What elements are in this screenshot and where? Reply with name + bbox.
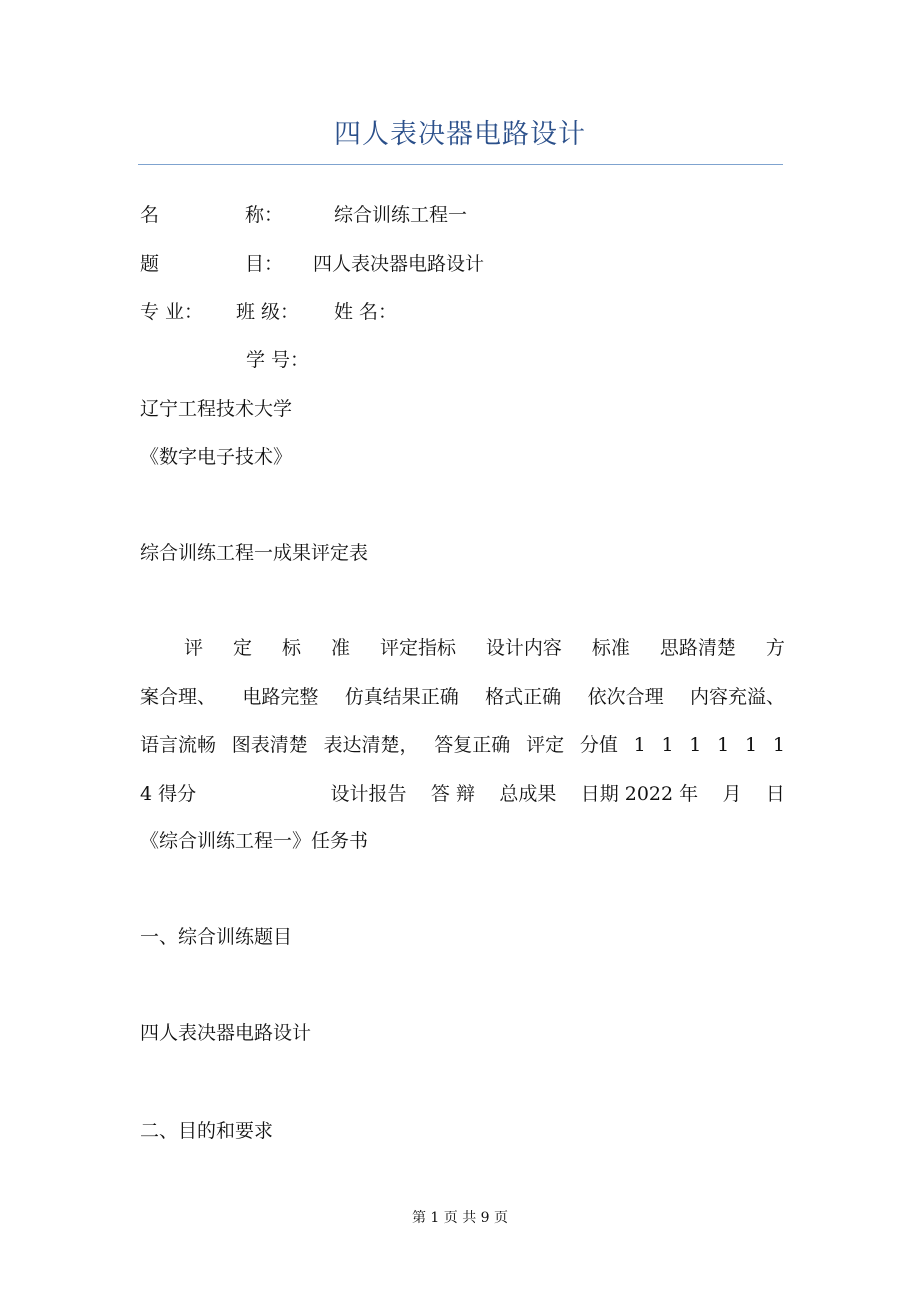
eval-text: 1: [772, 734, 785, 756]
task-book-title: 《综合训练工程一》任务书: [140, 830, 369, 852]
eval-row-2: [140, 685, 785, 709]
class-label: 班 级：: [236, 301, 300, 323]
course-name: 《数字电子技术》: [140, 446, 293, 468]
eval-text: 日期 2022 年: [580, 782, 699, 805]
eval-text: 定: [232, 637, 252, 659]
document-title: 四人表决器电路设计: [334, 119, 586, 150]
eval-text: 总成果: [499, 782, 557, 805]
eval-text: 格式正确: [485, 685, 562, 708]
eval-table-title: 综合训练工程一成果评定表: [140, 542, 369, 564]
topic-label-part1: 题: [140, 253, 160, 275]
eval-text: 设计内容: [485, 637, 562, 659]
eval-text: 分值: [579, 734, 618, 756]
section1-content: 四人表决器电路设计: [140, 1022, 312, 1044]
school-name: 辽宁工程技术大学: [140, 398, 293, 420]
eval-text: 依次合理: [587, 685, 664, 708]
eval-text: 评: [184, 637, 204, 659]
eval-text: 1: [633, 734, 646, 756]
eval-text: 表达清楚，: [323, 734, 419, 756]
eval-row-3: [140, 733, 785, 757]
topic-value: 四人表决器电路设计: [313, 253, 485, 275]
eval-text: 1: [661, 734, 674, 756]
eval-text: 1: [717, 734, 730, 756]
section2-heading: 二、目的和要求: [140, 1120, 274, 1142]
name-label-part2: 称：: [245, 204, 284, 226]
student-name-label: 姓 名：: [334, 301, 398, 323]
eval-text: 评定指标: [379, 637, 456, 659]
eval-text: 标: [281, 637, 301, 659]
name-value: 综合训练工程一: [334, 204, 468, 226]
eval-paragraph: [140, 636, 785, 830]
topic-label-part2: 目：: [245, 253, 284, 275]
eval-text: 思路清楚: [659, 637, 736, 659]
eval-text: 设计报告: [330, 782, 407, 805]
eval-text: 答 辩: [430, 782, 475, 805]
page-footer: 第 1 页 共 9 页: [411, 1210, 509, 1226]
eval-row-1: [140, 636, 785, 660]
eval-text: 月: [722, 782, 742, 805]
eval-text: 日: [765, 782, 785, 805]
eval-text: 方: [765, 637, 785, 659]
eval-text: 语言流畅: [140, 734, 217, 756]
eval-text: 1: [689, 734, 702, 756]
eval-text: 内容充溢、: [689, 685, 785, 708]
title-underline: [138, 164, 783, 165]
eval-text: 电路完整: [242, 685, 319, 708]
eval-text: 4 得分: [140, 782, 197, 805]
student-id-label: 学 号：: [246, 349, 310, 371]
eval-row-4: [140, 782, 785, 806]
eval-text: 1: [744, 734, 758, 756]
eval-text: 仿真结果正确: [344, 685, 459, 708]
eval-text: 准: [330, 637, 350, 659]
eval-text: 图表清楚: [231, 734, 308, 756]
eval-text: 案合理、: [140, 685, 217, 708]
section1-heading: 一、综合训练题目: [140, 926, 293, 948]
eval-text: 评定: [526, 734, 565, 756]
major-label: 专 业：: [140, 301, 204, 323]
eval-text: 答复正确: [434, 734, 511, 756]
name-label-part1: 名: [140, 204, 160, 226]
eval-text: 标准: [591, 637, 630, 659]
